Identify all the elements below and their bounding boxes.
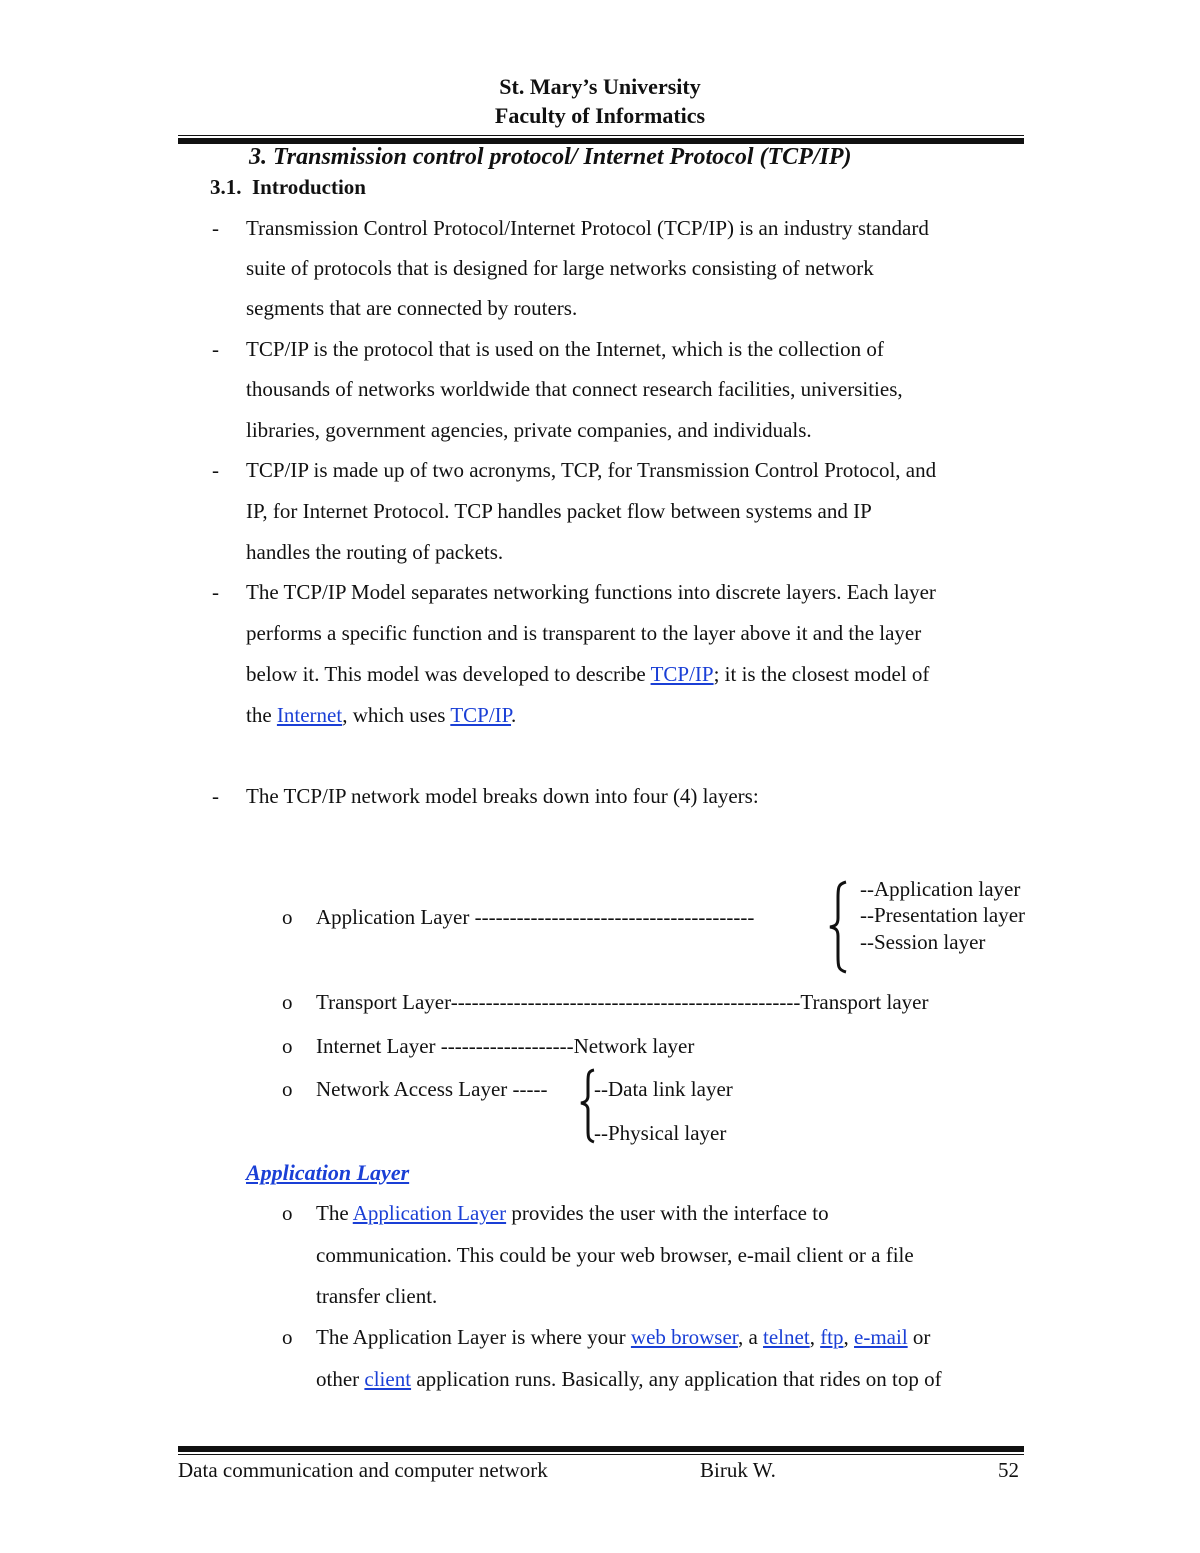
text-span: the [246,703,277,727]
app-para2-line2 [316,1367,942,1392]
layer-internet: Internet Layer -------------------Network layer [316,1034,695,1058]
footer-author: Biruk W. [700,1458,776,1482]
bullet4-line2: performs a specific function and is transparent to the layer above it and the layer [246,621,922,645]
bullet4-line4 [246,703,516,728]
bullet1-line1: Transmission Control Protocol/Internet Protocol (TCP/IP) is an industry standard [246,216,929,240]
bullet-dash: - [212,784,219,808]
text-span: , [843,1325,855,1349]
osi-application-layer: --Application layer [860,877,1021,901]
bullet2-line2: thousands of networks worldwide that connect research facilities, universities, [246,377,903,401]
app-para1-line3: transfer client. [316,1284,438,1308]
chapter-title: 3. Transmission control protocol/ Internet Protocol (TCP/IP) [249,144,852,170]
text-span: provides the user with the interface to [506,1201,829,1225]
link-web-browser[interactable]: web browser [630,1325,738,1349]
list-marker: o [282,1201,293,1225]
footer-course: Data communication and computer network [178,1458,548,1482]
text-span: ; it is the closest model of [713,662,930,686]
text-span: . [511,703,517,727]
bullet2-line3: libraries, government agencies, private companies, and individuals. [246,418,812,442]
text-span: , which uses [342,703,451,727]
app-para1-line1 [316,1201,829,1226]
link-application-layer[interactable]: Application Layer [352,1201,507,1225]
header-faculty: Faculty of Informatics [494,103,706,128]
app-para1-line2: communication. This could be your web browser, e-mail client or a file [316,1243,914,1267]
app-para2-line1 [316,1325,930,1350]
section-number: 3.1. [210,175,242,199]
text-span: , [809,1325,821,1349]
bullet3-line2: IP, for Internet Protocol. TCP handles packet flow between systems and IP [246,499,872,523]
bullet1-line2: suite of protocols that is designed for large networks consisting of network [246,256,874,280]
bullet2-line1: TCP/IP is the protocol that is used on the Internet, which is the collection of [246,337,884,361]
bullet4-line3 [246,662,929,687]
footer-rule-thick [178,1446,1024,1452]
link-telnet[interactable]: telnet [763,1325,810,1349]
text-span: The [316,1201,353,1225]
bullet-dash: - [212,337,219,361]
link-internet[interactable]: Internet [276,703,343,727]
text-span: other [316,1367,365,1391]
layer-network-access: Network Access Layer ----- [316,1077,548,1101]
osi-data-link-layer: --Data link layer [594,1077,733,1101]
bullet3-line3: handles the routing of packets. [246,540,504,564]
bullet1-line3: segments that are connected by routers. [246,296,578,320]
header-rule-thin [178,135,1024,136]
list-marker: o [282,1034,293,1058]
link-ftp[interactable]: ftp [820,1325,844,1349]
bullet5-line1: The TCP/IP network model breaks down into four (4) layers: [246,784,759,808]
list-marker: o [282,1325,293,1349]
link-tcpip[interactable]: TCP/IP [650,662,714,686]
footer-rule-thin [178,1454,1024,1455]
osi-presentation-layer: --Presentation layer [860,903,1026,927]
text-span: below it. This model was developed to describe [246,662,651,686]
application-layer-heading[interactable]: Application Layer [246,1160,410,1185]
text-span: The Application Layer is where your [316,1325,631,1349]
list-marker: o [282,905,293,929]
bullet3-line1: TCP/IP is made up of two acronyms, TCP, for Transmission Control Protocol, and [246,458,937,482]
link-email[interactable]: e-mail [854,1325,908,1349]
section-title: Introduction [252,175,366,199]
osi-session-layer: --Session layer [860,930,986,954]
layer-transport: Transport Layer--------------------------------------------------Transport layer [316,990,929,1014]
section-heading [210,175,366,200]
curly-brace-icon [826,878,852,976]
layer-application: Application Layer ---------------------------------------- [316,905,755,929]
bullet-dash: - [212,458,219,482]
bullet-dash: - [212,216,219,240]
bullet-dash: - [212,580,219,604]
footer-page-number: 52 [998,1458,1019,1482]
osi-physical-layer: --Physical layer [594,1121,727,1145]
list-marker: o [282,1077,293,1101]
link-client[interactable]: client [364,1367,412,1391]
text-span: application runs. Basically, any application that rides on top of [411,1367,942,1391]
header-university: St. Mary’s University [499,74,701,99]
bullet4-line1: The TCP/IP Model separates networking functions into discrete layers. Each layer [246,580,936,604]
link-tcpip-2[interactable]: TCP/IP [450,703,512,727]
text-span: or [907,1325,931,1349]
list-marker: o [282,990,293,1014]
text-span: , a [737,1325,764,1349]
